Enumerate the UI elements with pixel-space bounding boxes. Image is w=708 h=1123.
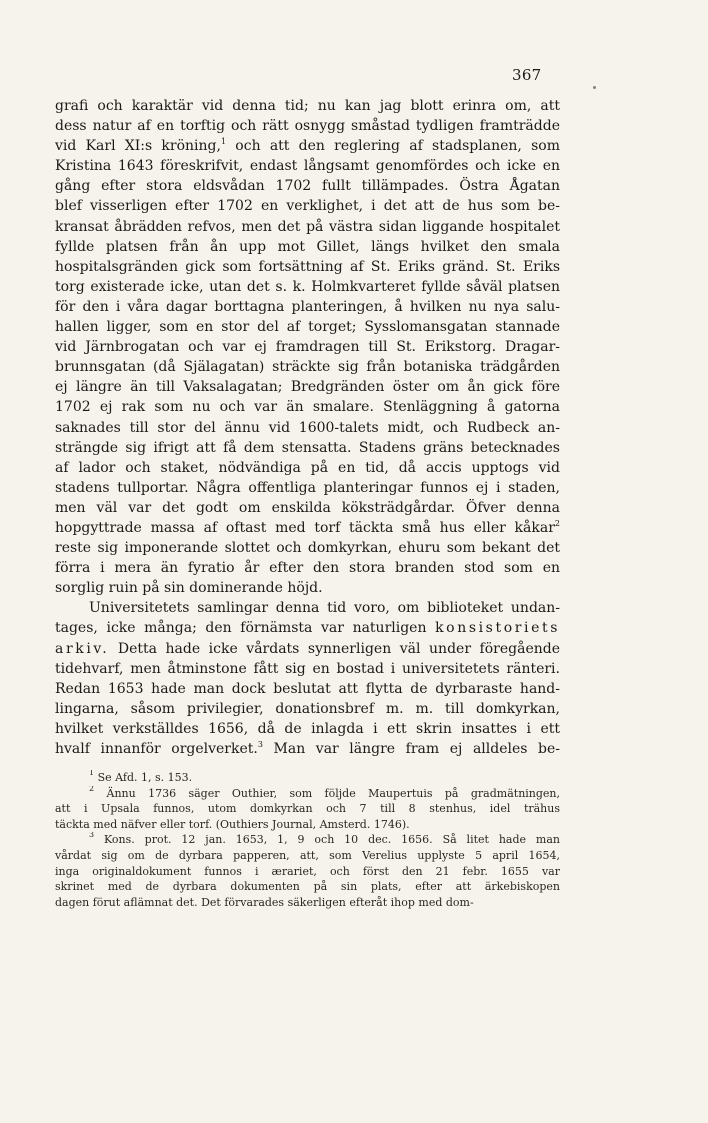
footnote-line — [55, 848, 560, 864]
text-line — [55, 699, 560, 719]
text-line — [55, 377, 560, 397]
text-line — [55, 438, 560, 458]
text-line — [55, 176, 560, 196]
text-line — [55, 558, 560, 578]
text-segment: hvalf innanför orgelverket. — [55, 741, 258, 757]
text-segment: Kristina 1643 föreskrifvit, endast långsamt genomfördes och icke en — [55, 158, 560, 175]
letterspaced-text: konsistoriets — [435, 620, 560, 637]
text-segment: fyllde platsen från ån upp mot Gillet, längs hvilket den smala — [55, 238, 560, 255]
footnote-line — [55, 832, 560, 848]
text-segment: förra i mera än fyratio år efter den stora branden stod som en — [55, 560, 560, 577]
footnote-reference: 2 — [554, 518, 560, 528]
footnote-text: att i Upsala funnos, utom domkyrkan och 7 till 8 stenhus, idel trähus — [55, 802, 560, 816]
letterspaced-text: arkiv. — [55, 640, 110, 657]
text-segment: af lador och staket, nödvändiga på en tid, då accis upptogs vid — [55, 459, 560, 476]
text-segment: vid Karl XI:s kröning, — [55, 138, 221, 155]
text-segment: stadens tullportar. Några offentliga planteringar funnos ej i staden, — [55, 479, 560, 496]
text-line — [55, 297, 560, 317]
text-line — [55, 478, 560, 498]
text-segment: hopgyttrade massa af oftast med torf täckta små hus eller kåkar — [55, 519, 555, 536]
text-line — [55, 679, 560, 699]
footnote-text: Ännu 1736 säger Outhier, som följde Maupertuis på gradmätningen, — [106, 786, 560, 800]
text-segment: Man var längre fram ej alldeles be- — [262, 741, 560, 757]
text-line — [55, 156, 560, 176]
page-number: 367 — [512, 66, 542, 84]
text-segment: hospitalsgränden gick som fortsättning af St. Eriks gränd. St. Eriks — [55, 258, 560, 275]
footnote-text: skrinet med de dyrbara dokumenten på sin plats, efter att ärkebiskopen — [55, 880, 560, 894]
footnote-text: Se Afd. 1, s. 153. — [97, 771, 193, 784]
text-segment: gång efter stora eldsvådan 1702 fullt tillämpades. Östra Ågatan — [55, 178, 560, 195]
footnotes — [55, 770, 560, 910]
footnote-number: 3 — [89, 832, 95, 840]
text-segment: hvilket verkställdes 1656, då de inlagda i ett skrin insattes i ett — [55, 720, 560, 737]
footnote-reference: 3 — [257, 740, 263, 749]
footnote-line — [55, 817, 560, 833]
text-segment: vid Järnbrogatan och var ej framdragen till St. Erikstorg. Dragar- — [55, 339, 560, 356]
footnote-text: dagen förut aflämnat det. Det förvarades säkerligen efteråt ihop med dom- — [55, 895, 474, 909]
text-line — [55, 618, 560, 638]
text-segment: blef visserligen efter 1702 en verklighet, i det att de hus som be- — [55, 198, 560, 215]
text-line — [55, 458, 560, 478]
text-line — [55, 317, 560, 337]
text-line — [55, 739, 560, 759]
footnote-line — [55, 770, 560, 786]
text-segment: lingarna, såsom privilegier, donationsbref m. m. till domkyrkan, — [55, 700, 560, 717]
text-line — [55, 719, 560, 739]
footnote-line — [55, 786, 560, 802]
text-segment: tages, icke många; den förnämsta var naturligen — [55, 620, 436, 637]
footnote-number: 2 — [89, 785, 95, 793]
text-segment: hallen ligger, som en stor del af torget; Sysslomansgatan stannade — [55, 319, 560, 336]
footnote-number: 1 — [89, 770, 95, 777]
text-line — [55, 518, 560, 538]
footnote-text: täckta med näfver eller torf. (Outhiers Journal, Amsterd. 1746). — [55, 817, 410, 831]
text-line — [55, 116, 560, 136]
text-segment: tidehvarf, men åtminstone fått sig en bostad i universitetets ränteri. — [55, 660, 560, 677]
text-segment: Detta hade icke vårdats synnerligen väl under föregående — [109, 640, 560, 657]
text-line — [55, 217, 560, 237]
text-line — [55, 498, 560, 518]
footnote-text: vårdat sig om de dyrbara papperen, att, som Verelius upplyste 5 april 1654, — [55, 848, 560, 862]
text-segment: för den i våra dagar borttagna planteringen, å hvilken nu nya salu- — [55, 298, 560, 315]
text-segment: kransat åbrädden refvos, men det på västra sidan liggande hospitalet — [55, 218, 560, 235]
text-segment: och att den reglering af stadsplanen, som — [226, 138, 560, 155]
text-line — [55, 598, 560, 618]
text-segment: reste sig imponerande slottet och domkyrkan, ehuru som bekant det — [55, 540, 560, 557]
footnote-line — [55, 895, 560, 911]
footnote-text: inga originaldokument funnos i ærariet, och först den 21 febr. 1655 var — [55, 864, 560, 878]
text-segment: strängde sig ifrigt att få dem stensatta. Stadens gräns betecknades — [55, 439, 560, 456]
text-segment: brunnsgatan (då Själagatan) sträckte sig från botaniska trädgården — [55, 359, 560, 376]
text-segment: sorglig ruin på sin dominerande höjd. — [55, 580, 323, 597]
text-line — [55, 659, 560, 679]
footnote-line — [55, 801, 560, 817]
text-segment: ej längre än till Vaksalagatan; Bredgränden öster om ån gick före — [55, 379, 560, 396]
text-line — [55, 277, 560, 297]
body-text — [55, 96, 560, 759]
footnote-line — [55, 864, 560, 880]
text-line — [55, 237, 560, 257]
text-line — [55, 257, 560, 277]
text-segment: Universitetets samlingar denna tid voro, om biblioteket undan- — [89, 600, 560, 617]
text-line — [55, 639, 560, 659]
text-line — [55, 538, 560, 558]
text-segment: dess natur af en torftig och rätt osnygg småstad tydligen framträdde — [55, 118, 560, 135]
footnote-text: Kons. prot. 12 jan. 1653, 1, 9 och 10 dec. 1656. Så litet hade man — [104, 833, 560, 847]
text-segment: grafi och karaktär vid denna tid; nu kan jag blott erinra om, att — [55, 98, 560, 114]
text-line — [55, 196, 560, 216]
text-segment: men väl var det godt om enskilda köksträdgårdar. Öfver denna — [55, 499, 560, 516]
text-line — [55, 397, 560, 417]
stray-ink-mark — [593, 86, 596, 89]
text-segment: Redan 1653 hade man dock beslutat att flytta de dyrbaraste hand- — [55, 680, 560, 697]
footnote-reference: 1 — [220, 137, 227, 147]
text-line — [55, 357, 560, 377]
text-line — [55, 337, 560, 357]
text-segment: saknades till stor del ännu vid 1600-talets midt, och Rudbeck an- — [55, 419, 560, 436]
text-line — [55, 578, 560, 598]
footnote-line — [55, 879, 560, 895]
text-line — [55, 96, 560, 116]
text-line — [55, 136, 560, 156]
text-segment: torg existerade icke, utan det s. k. Holmkvarteret fyllde såväl platsen — [55, 278, 560, 295]
text-line — [55, 418, 560, 438]
text-segment: 1702 ej rak som nu och var än smalare. Stenläggning å gatorna — [55, 399, 560, 416]
